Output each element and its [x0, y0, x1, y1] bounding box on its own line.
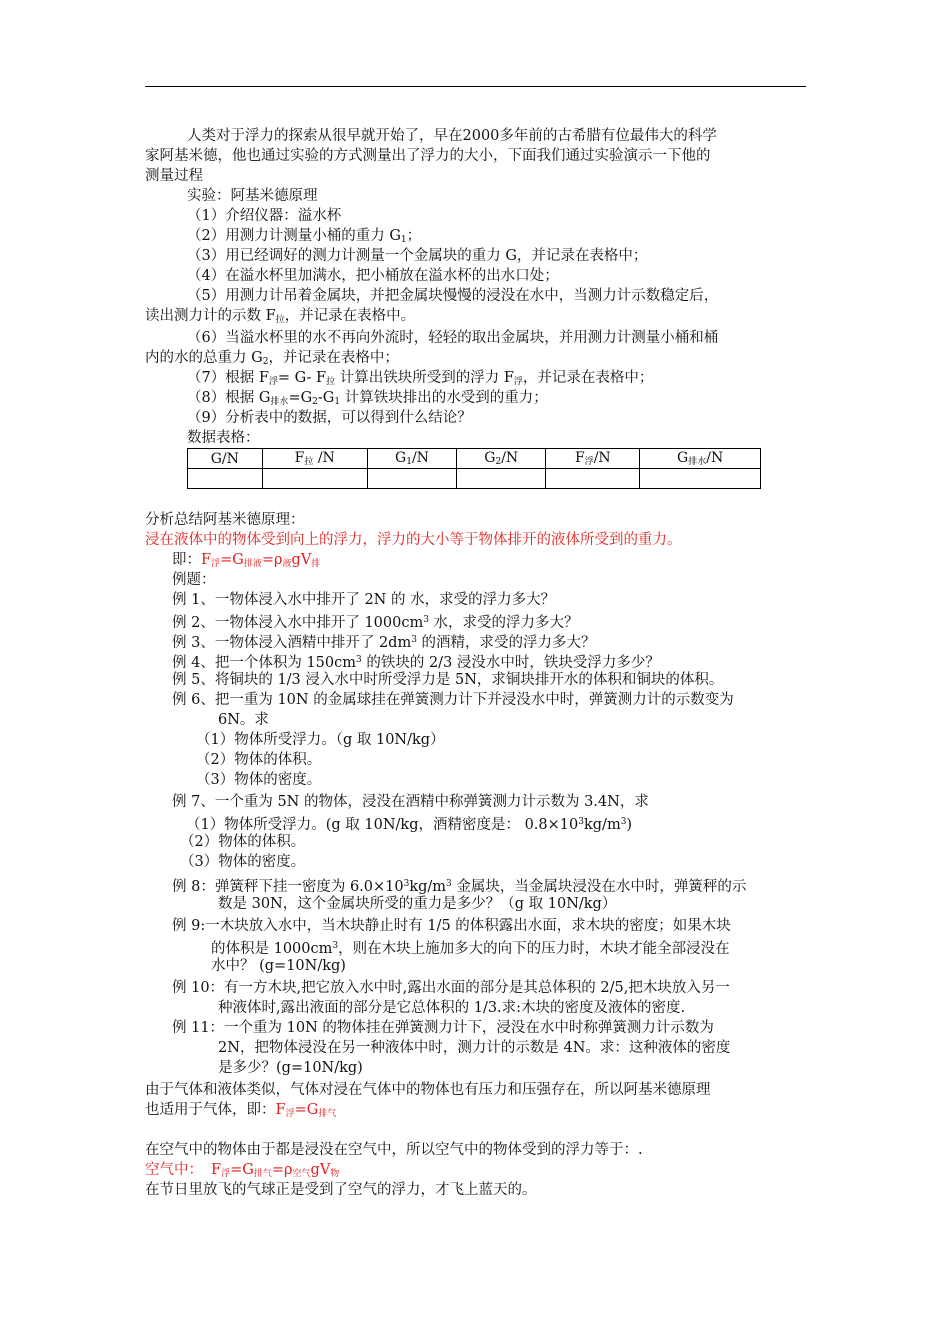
table-cell	[457, 469, 546, 489]
example-10-line-2: 种液体时,露出液面的部分是它总体积的 1/3.求:木块的密度及液体的密度.	[218, 1000, 686, 1016]
table-header-f-fu: $F_浮/N$	[546, 449, 640, 469]
step-8: （8）根据 $G_{排水}=G_2-G_1$ 计算铁块排出的水受到的重力；	[187, 390, 548, 407]
archimedes-principle: 浸在液体中的物体受到向上的浮力，浮力的大小等于物体排开的液体所受到的重力。	[145, 532, 682, 548]
step-9: （9）分析表中的数据，可以得到什么结论？	[187, 410, 472, 426]
example-3: 例 3、一物体浸入酒精中排开了 $2dm^3$ 的酒精，求受的浮力多大？	[172, 635, 596, 651]
table-cell	[367, 469, 456, 489]
step-1: （1）介绍仪器：溢水杯	[187, 208, 342, 224]
gas-line-1: 由于气体和液体类似，气体对浸在气体中的物体也有压力和压强存在，所以阿基米德原理	[145, 1082, 711, 1098]
example-8-line-2: 数是 30N，这个金属块所受的重力是多少？（g 取 10N/kg）	[218, 896, 617, 912]
table-header-g: G/N	[188, 449, 263, 469]
intro-line-3: 测量过程	[145, 168, 203, 184]
example-6-line-1: 例 6、把一重为 10N 的金属球挂在弹簧测力计下并浸没水中时，弹簧测力计的示数变为	[172, 692, 734, 708]
example-10-line-1: 例 10：有一方木块,把它放入水中时,露出水面的部分是其总体积的 2/5,把木块放入另一	[172, 980, 730, 996]
experiment-title: 实验：阿基米德原理	[187, 188, 318, 204]
air-formula-line: 空气中： $F_浮=G_{排气}=\rho_{空气}gV_物$	[145, 1162, 340, 1179]
examples-label: 例题：	[172, 572, 216, 588]
table-header-g-paishui: $G_{排水}/N$	[640, 449, 761, 469]
formula: $F_浮=G_{排液}=\rho_液gV_排$	[201, 552, 321, 569]
example-6-q1: （1）物体所受浮力。（g 取 10N/kg）	[196, 732, 445, 748]
example-7-q3: （3）物体的密度。	[180, 854, 306, 870]
example-5: 例 5、将铜块的 1/3 浸入水中时所受浮力是 5N，求铜块排开水的体积和铜块的体积。	[172, 672, 724, 688]
example-2: 例 2、一物体浸入水中排开了 $1000cm^3$ 水，求受的浮力多大？	[172, 615, 579, 631]
table-header-row	[188, 449, 761, 469]
step-5-line-1: （5）用测力计吊着金属块，并把金属块慢慢的浸没在水中，当测力计示数稳定后，	[187, 288, 719, 304]
table-row	[188, 469, 761, 489]
table-cell	[262, 469, 367, 489]
example-7-q2: （2）物体的体积。	[180, 834, 306, 850]
example-6-line-2: 6N。求	[218, 712, 269, 728]
step-2: （2）用测力计测量小桶的重力 $G_1$；	[187, 228, 422, 245]
example-9-line-3: 水中？ (g=10N/kg)	[211, 958, 346, 974]
example-7-line-1: 例 7、一个重为 5N 的物体，浸没在酒精中称弹簧测力计示数为 3.4N，求	[172, 794, 649, 810]
example-11-line-2: 2N，把物体浸没在另一种液体中时，测力计的示数是 4N。求：这种液体的密度	[218, 1040, 731, 1056]
data-table	[187, 448, 761, 489]
example-8-line-1: 例 8：弹簧秤下挂一密度为 $6.0\times 10^3kg/m^3$ 金属块，当金属块浸没在水中时，弹簧秤的示	[172, 879, 747, 895]
example-6-q3: （3）物体的密度。	[196, 772, 322, 788]
header-rule	[145, 86, 806, 87]
gas-line-3: 在空气中的物体由于都是浸没在空气中，所以空气中的物体受到的浮力等于：.	[145, 1142, 643, 1158]
example-1: 例 1、一物体浸入水中排开了 2N 的 水，求受的浮力多大？	[172, 592, 556, 608]
intro-line-2: 家阿基米德，他也通过实验的方式测量出了浮力的大小，下面我们通过实验演示一下他的	[145, 148, 711, 164]
table-header-g1: $G_1/N$	[367, 449, 456, 469]
table-cell	[188, 469, 263, 489]
example-9-line-2: 的体积是 $1000cm^3$，则在木块上施加多大的向下的压力时，木块才能全部浸没在	[211, 941, 730, 957]
formula-line: 即：$F_浮=G_{排液}=\rho_液gV_排$	[172, 552, 321, 569]
step-7: （7）根据 $F_浮= G-$ $F_拉$ 计算出铁块所受到的浮力 $F_浮$，并记录在表格中；	[187, 370, 654, 387]
example-11-line-1: 例 11：一个重为 10N 的物体挂在弹簧测力计下，浸没在水中时称弹簧测力计示数为	[172, 1020, 714, 1036]
table-header-f-la: $F_拉$ /N	[262, 449, 367, 469]
table-label: 数据表格：	[187, 430, 260, 446]
table-cell	[546, 469, 640, 489]
step-5-line-2: 读出测力计的示数 $F_拉$，并记录在表格中。	[145, 308, 416, 325]
intro-line-1: 人类对于浮力的探索从很早就开始了，早在2000多年前的古希腊有位最伟大的科学	[187, 128, 717, 144]
summary-heading: 分析总结阿基米德原理：	[145, 512, 305, 528]
example-9-line-1: 例 9:一木块放入水中，当木块静止时有 1/5 的体积露出水面，求木块的密度；如果木块	[172, 918, 731, 934]
example-11-line-3: 是多少？(g=10N/kg)	[218, 1060, 363, 1076]
table-header-g2: $G_2/N$	[457, 449, 546, 469]
gas-formula: $F_浮=G_{排气}$	[275, 1102, 337, 1119]
step-6-line-1: （6）当溢水杯里的水不再向外流时，轻轻的取出金属块，并用测力计测量小桶和桶	[187, 330, 719, 346]
example-7-q1: （1）物体所受浮力。(g 取 10N/kg，酒精密度是： $0.8\times 10^3kg/m^3$)	[186, 817, 633, 833]
gas-line-2: 也适用于气体，即：$F_浮=G_{排气}$	[145, 1102, 337, 1119]
example-6-q2: （2）物体的体积。	[196, 752, 322, 768]
step-4: （4）在溢水杯里加满水，把小桶放在溢水杯的出水口处；	[187, 268, 559, 284]
example-4: 例 4、把一个体积为 $150cm^3$ 的铁块的 2/3 浸没水中时，铁块受浮力多少？	[172, 655, 660, 671]
step-6-line-2: 内的水的总重力 $G_2$，并记录在表格中；	[145, 350, 399, 367]
step-3: （3）用已经调好的测力计测量一个金属块的重力 G，并记录在表格中；	[187, 248, 648, 264]
gas-line-5: 在节日里放飞的气球正是受到了空气的浮力，才飞上蓝天的。	[145, 1182, 537, 1198]
table-cell	[640, 469, 761, 489]
